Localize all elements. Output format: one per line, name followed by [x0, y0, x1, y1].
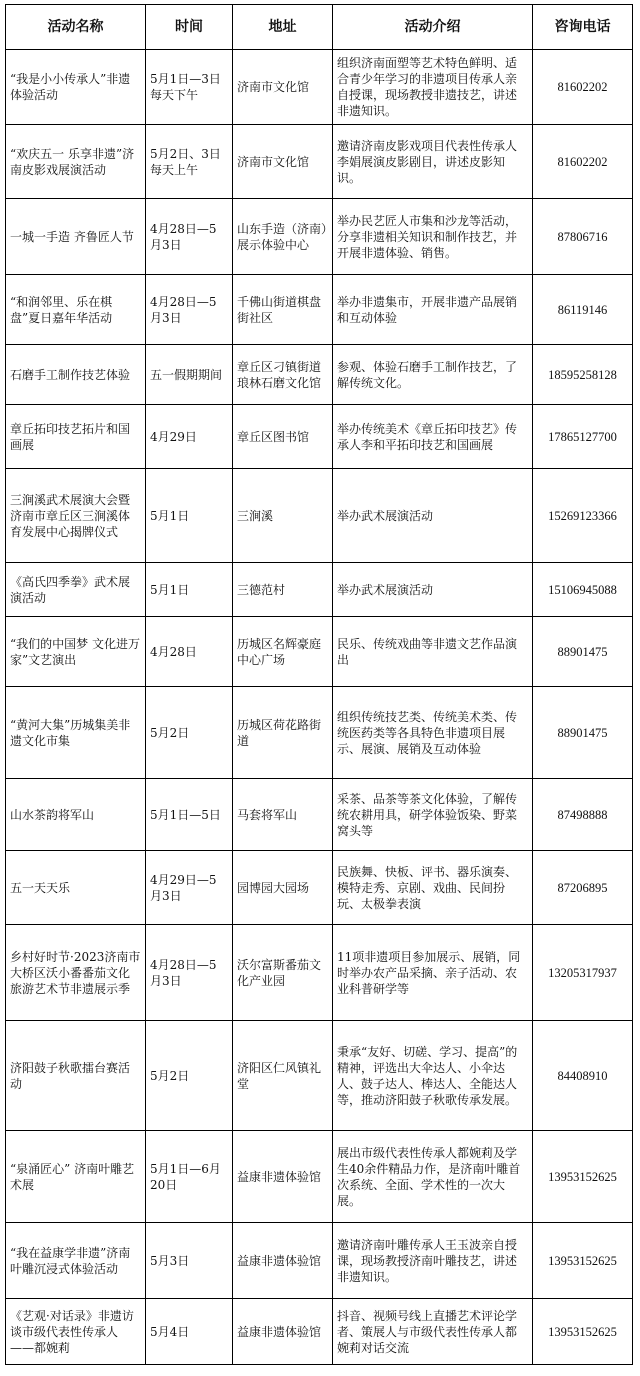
cell-intro: 展出市级代表性传承人都婉莉及学生40余件精品力作，是济南叶雕首次系统、全面、学术性的一次大展。 [333, 1131, 533, 1223]
cell-phone: 13205317937 [533, 925, 633, 1021]
cell-intro: 邀请济南皮影戏项目代表性传承人李娟展演皮影剧目，讲述皮影知识。 [333, 125, 533, 199]
cell-address: 沃尔富斯番茄文化产业园 [233, 925, 333, 1021]
cell-phone: 81602202 [533, 50, 633, 125]
cell-phone: 13953152625 [533, 1131, 633, 1223]
cell-address: 园博园大园场 [233, 851, 333, 925]
cell-time: 5月1日—3日每天下午 [146, 50, 233, 125]
cell-name: 章丘拓印技艺拓片和国画展 [6, 405, 146, 469]
cell-address: 益康非遗体验馆 [233, 1299, 333, 1365]
table-row [6, 469, 633, 563]
cell-phone: 13953152625 [533, 1299, 633, 1365]
table-row [6, 1131, 633, 1223]
cell-phone: 81602202 [533, 125, 633, 199]
cell-intro: 举办武术展演活动 [333, 469, 533, 563]
cell-time: 4月28日 [146, 617, 233, 687]
cell-intro: 邀请济南叶雕传承人王玉波亲自授课，现场教授济南叶雕技艺，讲述非遗知识。 [333, 1223, 533, 1299]
cell-name: 《高氏四季拳》武术展演活动 [6, 563, 146, 617]
cell-name: “黄河大集”历城集美非遗文化市集 [6, 687, 146, 779]
cell-name: 三涧溪武术展演大会暨济南市章丘区三涧溪体育发展中心揭牌仪式 [6, 469, 146, 563]
cell-time: 5月1日—5日 [146, 779, 233, 851]
table-row [6, 125, 633, 199]
cell-phone: 88901475 [533, 687, 633, 779]
cell-address: 章丘区刁镇街道琅林石磨文化馆 [233, 345, 333, 405]
cell-phone: 88901475 [533, 617, 633, 687]
table-row [6, 687, 633, 779]
header-row [6, 5, 633, 50]
cell-phone: 87206895 [533, 851, 633, 925]
table-row [6, 1299, 633, 1365]
cell-name: “我是小小传承人”非遗体验活动 [6, 50, 146, 125]
cell-phone: 15106945088 [533, 563, 633, 617]
cell-name: 《艺观·对话录》非遗访谈市级代表性传承人——都婉莉 [6, 1299, 146, 1365]
cell-address: 千佛山街道棋盘街社区 [233, 275, 333, 345]
table-row [6, 1223, 633, 1299]
cell-time: 4月28日—5月3日 [146, 199, 233, 275]
table-row [6, 275, 633, 345]
cell-time: 5月3日 [146, 1223, 233, 1299]
cell-intro: 举办民艺匠人市集和沙龙等活动，分享非遗相关知识和制作技艺，并开展非遗体验、销售。 [333, 199, 533, 275]
cell-phone: 17865127700 [533, 405, 633, 469]
cell-intro: 民乐、传统戏曲等非遗文艺作品演出 [333, 617, 533, 687]
cell-intro: 举办武术展演活动 [333, 563, 533, 617]
table-row [6, 851, 633, 925]
cell-phone: 87806716 [533, 199, 633, 275]
cell-name: “和润邻里、乐在棋盘”夏日嘉年华活动 [6, 275, 146, 345]
header-phone: 咨询电话 [533, 5, 633, 50]
cell-time: 五一假期期间 [146, 345, 233, 405]
cell-intro: 组织传统技艺类、传统美术类、传统医药类等各具特色非遗项目展示、展演、展销及互动体验 [333, 687, 533, 779]
cell-address: 马套将军山 [233, 779, 333, 851]
cell-address: 济南市文化馆 [233, 50, 333, 125]
cell-address: 济阳区仁风镇礼堂 [233, 1021, 333, 1131]
cell-intro: 采茶、品茶等茶文化体验，了解传统农耕用具，研学体验饭染、野菜窝头等 [333, 779, 533, 851]
table-row [6, 345, 633, 405]
cell-phone: 84408910 [533, 1021, 633, 1131]
table-row [6, 1021, 633, 1131]
cell-time: 5月1日 [146, 469, 233, 563]
cell-intro: 抖音、视频号线上直播艺术评论学者、策展人与市级代表性传承人都婉莉对话交流 [333, 1299, 533, 1365]
table-row [6, 199, 633, 275]
cell-time: 5月2日、3日每天上午 [146, 125, 233, 199]
cell-phone: 87498888 [533, 779, 633, 851]
header-intro: 活动介绍 [333, 5, 533, 50]
cell-address: 山东手造（济南）展示体验中心 [233, 199, 333, 275]
header-address: 地址 [233, 5, 333, 50]
cell-time: 5月1日—6月20日 [146, 1131, 233, 1223]
cell-name: “泉涌匠心” 济南叶雕艺术展 [6, 1131, 146, 1223]
cell-time: 5月4日 [146, 1299, 233, 1365]
table-row [6, 617, 633, 687]
cell-name: 乡村好时节·2023济南市大桥区沃小番番茄文化旅游艺术节非遗展示季 [6, 925, 146, 1021]
cell-intro: 参观、体验石磨手工制作技艺，了解传统文化。 [333, 345, 533, 405]
cell-time: 4月29日—5月3日 [146, 851, 233, 925]
cell-phone: 13953152625 [533, 1223, 633, 1299]
cell-name: 一城一手造 齐鲁匠人节 [6, 199, 146, 275]
cell-name: 山水茶韵将军山 [6, 779, 146, 851]
header-time: 时间 [146, 5, 233, 50]
cell-intro: 11项非遗项目参加展示、展销，同时举办农产品采摘、亲子活动、农业科普研学等 [333, 925, 533, 1021]
cell-phone: 15269123366 [533, 469, 633, 563]
cell-name: “欢庆五一 乐享非遗”济南皮影戏展演活动 [6, 125, 146, 199]
cell-name: “我们的中国梦 文化进万家”文艺演出 [6, 617, 146, 687]
cell-time: 5月1日 [146, 563, 233, 617]
cell-time: 4月28日—5月3日 [146, 925, 233, 1021]
cell-address: 济南市文化馆 [233, 125, 333, 199]
cell-address: 章丘区图书馆 [233, 405, 333, 469]
header-name: 活动名称 [6, 5, 146, 50]
cell-name: 石磨手工制作技艺体验 [6, 345, 146, 405]
cell-name: “我在益康学非遗”济南叶雕沉浸式体验活动 [6, 1223, 146, 1299]
cell-address: 三涧溪 [233, 469, 333, 563]
activity-table [5, 4, 633, 1365]
cell-address: 益康非遗体验馆 [233, 1131, 333, 1223]
cell-name: 五一天天乐 [6, 851, 146, 925]
table-row [6, 925, 633, 1021]
cell-address: 三德范村 [233, 563, 333, 617]
cell-phone: 86119146 [533, 275, 633, 345]
cell-name: 济阳鼓子秋歌擂台赛活动 [6, 1021, 146, 1131]
cell-intro: 举办非遗集市，开展非遗产品展销和互动体验 [333, 275, 533, 345]
cell-intro: 秉承“友好、切磋、学习、提高”的精神，评选出大伞达人、小伞达人、鼓子达人、棒达人、全能达人等，推动济阳鼓子秋歌传承发展。 [333, 1021, 533, 1131]
table-row [6, 405, 633, 469]
cell-intro: 组织济南面塑等艺术特色鲜明、适合青少年学习的非遗项目传承人亲自授课，现场教授非遗技艺，讲述非遗知识。 [333, 50, 533, 125]
table-row [6, 50, 633, 125]
cell-time: 4月28日—5月3日 [146, 275, 233, 345]
cell-intro: 举办传统美术《章丘拓印技艺》传承人李和平拓印技艺和国画展 [333, 405, 533, 469]
cell-address: 益康非遗体验馆 [233, 1223, 333, 1299]
cell-time: 4月29日 [146, 405, 233, 469]
cell-address: 历城区荷花路街道 [233, 687, 333, 779]
cell-phone: 18595258128 [533, 345, 633, 405]
cell-time: 5月2日 [146, 687, 233, 779]
table-row [6, 779, 633, 851]
table-row [6, 563, 633, 617]
cell-address: 历城区名辉豪庭中心广场 [233, 617, 333, 687]
cell-time: 5月2日 [146, 1021, 233, 1131]
cell-intro: 民族舞、快板、评书、器乐演奏、模特走秀、京剧、戏曲、民间扮玩、太极拳表演 [333, 851, 533, 925]
